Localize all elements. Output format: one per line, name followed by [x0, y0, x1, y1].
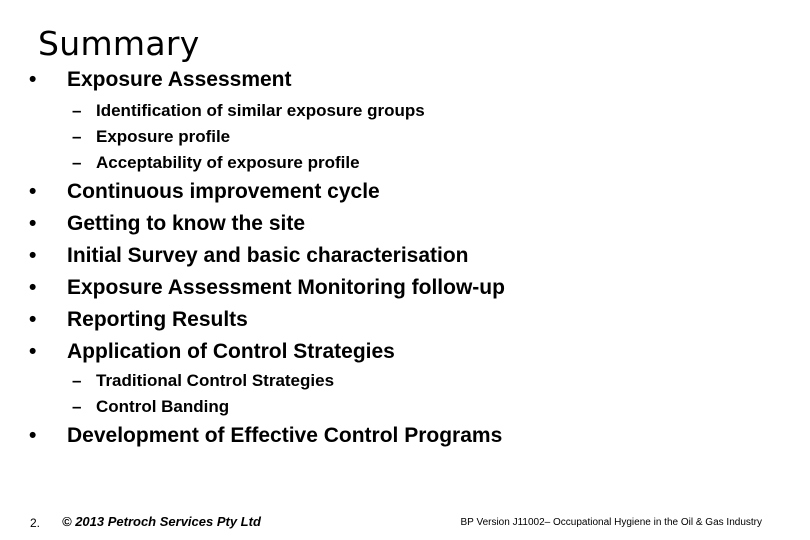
- sub-bullet-label: Identification of similar exposure groups: [96, 101, 425, 120]
- sub-bullet-label: Exposure profile: [96, 127, 231, 146]
- dash-icon: –: [72, 127, 82, 146]
- bullet-label: Exposure Assessment: [67, 68, 292, 91]
- bullet-label: Getting to know the site: [67, 212, 306, 235]
- bullet-icon: •: [29, 180, 37, 203]
- bullet-icon: •: [29, 308, 37, 331]
- bullet-label: Continuous improvement cycle: [67, 180, 380, 203]
- bullet-icon: •: [29, 276, 37, 299]
- dash-icon: –: [72, 371, 82, 390]
- bullet-icon: •: [29, 212, 37, 235]
- sub-bullet-label: Control Banding: [96, 397, 230, 416]
- bullet-icon: •: [29, 340, 37, 363]
- slide-title: Summary: [38, 24, 200, 63]
- dash-icon: –: [72, 101, 82, 120]
- bullet-label: Exposure Assessment Monitoring follow-up: [67, 276, 505, 299]
- bullet-label: Initial Survey and basic characterisation: [67, 244, 469, 267]
- bullet-label: Development of Effective Control Programs: [67, 424, 503, 447]
- dash-icon: –: [72, 153, 82, 172]
- dash-icon: –: [72, 397, 82, 416]
- bullet-icon: •: [29, 424, 37, 447]
- version-note: BP Version J11002– Occupational Hygiene in the Oil & Gas Industry: [460, 517, 762, 528]
- copyright-notice: © 2013 Petroch Services Pty Ltd: [62, 514, 261, 529]
- sub-bullet-label: Acceptability of exposure profile: [96, 153, 360, 172]
- sub-bullet-label: Traditional Control Strategies: [96, 371, 335, 390]
- bullet-icon: •: [29, 244, 37, 267]
- page-number: 2.: [30, 516, 41, 530]
- bullet-label: Application of Control Strategies: [67, 340, 395, 363]
- bullet-icon: •: [29, 68, 37, 91]
- bullet-label: Reporting Results: [67, 308, 248, 331]
